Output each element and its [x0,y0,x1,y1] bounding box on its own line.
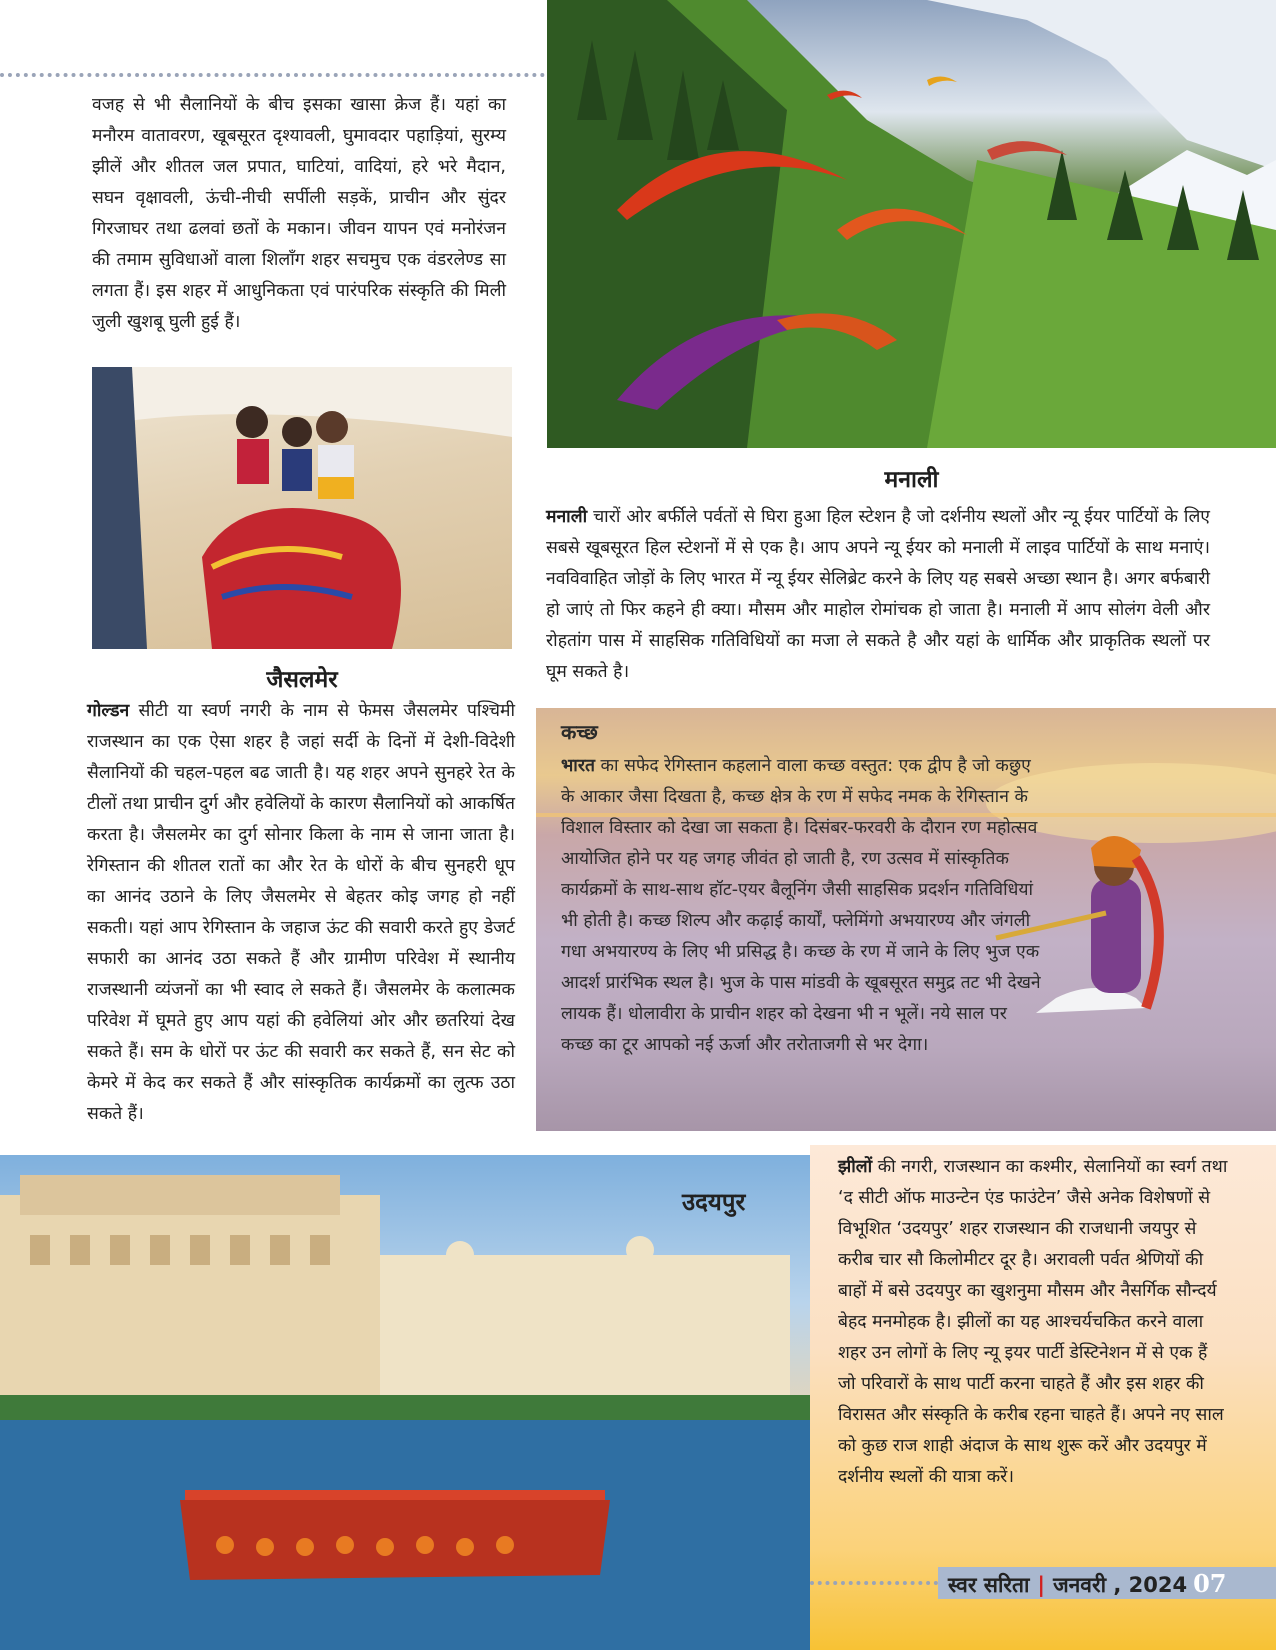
kutch-paragraph [561,751,1041,1061]
kutch-lead: भारत [561,756,595,776]
manali-photo [547,0,1276,448]
udaipur-lead: झीलों [838,1157,873,1177]
jaisalmer-heading: जैसलमेर [266,667,338,693]
manali-text: चारों ओर बर्फीले पर्वतों से घिरा हुआ हिल स्टेशन है जो दर्शनीय स्थलों और न्यू ईयर पार्टियों के लिए सबसे खूबसूरत हिल स्टेशनों में से एक है। आप अपने न्यू ईयर को मनाली में लाइव पार्टियों के साथ मनाएं। नवविवाहित जोड़ों के लिए भारत में न्यू ईयर सेलिब्रेट करने के लिए यह सबसे अच्छा स्थान है। अगर बर्फबारी हो जाएं तो फिर कहने ही क्या। मौसम और माहोल रोमांचक हो जाता है। मनाली में आप सोलंग वेली और रोहतांग पास में साहसिक गतिविधियों का मजा ले सकते है और यहां के धार्मिक और प्राकृतिक स्थलों पर घूम सकते है। [546,507,1210,682]
manali-lead: मनाली [546,507,588,527]
manali-paragraph [546,502,1210,688]
shillong-text: वजह से भी सैलानियों के बीच इसका खासा क्रेज हैं। यहां का मनौरम वातावरण, खूबसूरत दृश्यावली, घुमावदार पहाड़ियां, सुरम्य झीलें और शीतल जल प्रपात, घाटियां, वादियां, हरे भरे मैदान, सघन वृक्षावली, ऊंची-नीची सर्पीली सड़कें, प्राचीन और सुंदर गिरजाघर तथा ढलवां छतों के मकान। जीवन यापन एवं मनोरंजन की तमाम सुविधाओं वाला शिलाँग शहर सचमुच एक वंडरलेण्ड सा लगता हैं। इस शहर में आधुनिकता एवं पारंपरिक संस्कृति की मिली जुली खुशबू घुली हुई हैं। [92,95,506,332]
udaipur-text: की नगरी, राजस्थान का कश्मीर, सेलानियों का स्वर्ग तथा ‘द सीटी ऑफ माउन्टेन एंड फाउंटेन’ जैसे अनेक विशेषणों से विभूशित ‘उदयपुर’ शहर राजस्थान की राजधानी जयपुर से करीब चार सौ किलोमीटर दूर है। अरावली पर्वत श्रेणियों की बाहों में बसे उदयपुर का खुशनुमा मौसम और नैसर्गिक सौन्दर्य बेहद मनमोहक है। झीलों का यह आश्चर्यचकित करने वाला शहर उन लोगों के लिए न्यू इयर पार्टी डेस्टिनेशन में से एक हैं जो परिवारों के साथ पार्टी करना चाहते हैं और इस शहर की विरासत और संस्कृति के करीब रहना चाहते हैं। अपने नए साल को कुछ राज शाही अंदाज के साथ शुरू करें और उदयपुर में दर्शनीय स्थलों की यात्रा करें। [838,1157,1228,1487]
udaipur-illustration [0,1155,810,1650]
jaisalmer-lead: गोल्डन [87,701,130,721]
udaipur-photo [0,1155,810,1650]
footer-separator: | [1037,1573,1046,1597]
udaipur-heading: उदयपुर [682,1188,746,1216]
manali-heading: मनाली [884,467,939,493]
manali-illustration [547,0,1276,448]
jaisalmer-text: सीटी या स्वर्ण नगरी के नाम से फेमस जैसलमेर पश्चिमी राजस्थान का एक ऐसा शहर है जहां सर्दी के दिनों में देशी-विदेशी सैलानियों की चहल-पहल बढ जाती है। यह शहर अपने सुनहरे रेत के टीलों तथा प्राचीन दुर्ग और हवेलियों के कारण सैलानियों को आकर्षित करता है। जैसलमेर का दुर्ग सोनार किला के नाम से जाना जाता है। रेगिस्तान की शीतल रातों का और रेत के धोरों के बीच सुनहरी धूप का आनंद उठाने के लिए जैसलमेर से बेहतर कोइ जगह हो नहीं सकती। यहां आप रेगिस्तान के जहाज ऊंट की सवारी करते हुए डेजर्ट सफारी का आनंद उठा सकते हैं और ग्रामीण परिवेश में स्थानीय राजस्थानी व्यंजनों का भी स्वाद ले सकते हैं। जैसलमेर के कलात्मक परिवेश में घूमते हुए आप यहां की हवेलियां ओर और छतरियां देख सकते हैं। सम के धोरों पर ऊंट की सवारी कर सकते हैं, सन सेट को केमरे में केद कर सकते हैं और सांस्कृतिक कार्यक्रमों का लुत्फ उठा सकते हैं। [87,701,515,1124]
kutch-heading: कच्छ [561,720,598,744]
page-number: 07 [1193,1569,1227,1598]
top-dotted-rule [0,73,545,77]
jaisalmer-photo [92,367,512,649]
footer [948,1569,1226,1599]
kutch-panel [536,708,1276,1131]
jaisalmer-paragraph [87,696,515,1130]
magazine-name: स्वर सरिता [948,1573,1030,1597]
jaisalmer-illustration [92,367,512,649]
udaipur-paragraph [838,1152,1228,1493]
shillong-paragraph [92,90,506,338]
issue-date: जनवरी , 2024 [1053,1573,1188,1597]
kutch-text: का सफेद रेगिस्तान कहलाने वाला कच्छ वस्तुत: एक द्वीप है जो कछुए के आकार जैसा दिखता है, कच्छ क्षेत्र के रण में सफेद नमक के रेगिस्तान के विशाल विस्तार को देखा जा सकता है। दिसंबर-फरवरी के दौरान रण महोत्सव आयोजित होने पर यह जगह जीवंत हो जाती है, रण उत्सव में सांस्कृतिक कार्यक्रमों के साथ-साथ हॉट-एयर बैलूनिंग जैसी साहसिक प्रदर्शन गतिविधियां भी होती है। कच्छ शिल्प और कढ़ाई कार्यों, फ्लेमिंगो अभयारण्य और जंगली गधा अभयारण्य के लिए भी प्रसिद्ध है। कच्छ के रण में जाने के लिए भुज एक आदर्श प्रारंभिक स्थल है। भुज के पास मांडवी के खूबसूरत समुद्र तट भी देखने लायक हैं। धोलावीरा के प्राचीन शहर को देखना भी न भूलें। नये साल पर कच्छ का टूर आपको नई ऊर्जा और तरोताजगी से भर देगा। [561,756,1041,1055]
footer-dotted-rule [810,1581,938,1585]
